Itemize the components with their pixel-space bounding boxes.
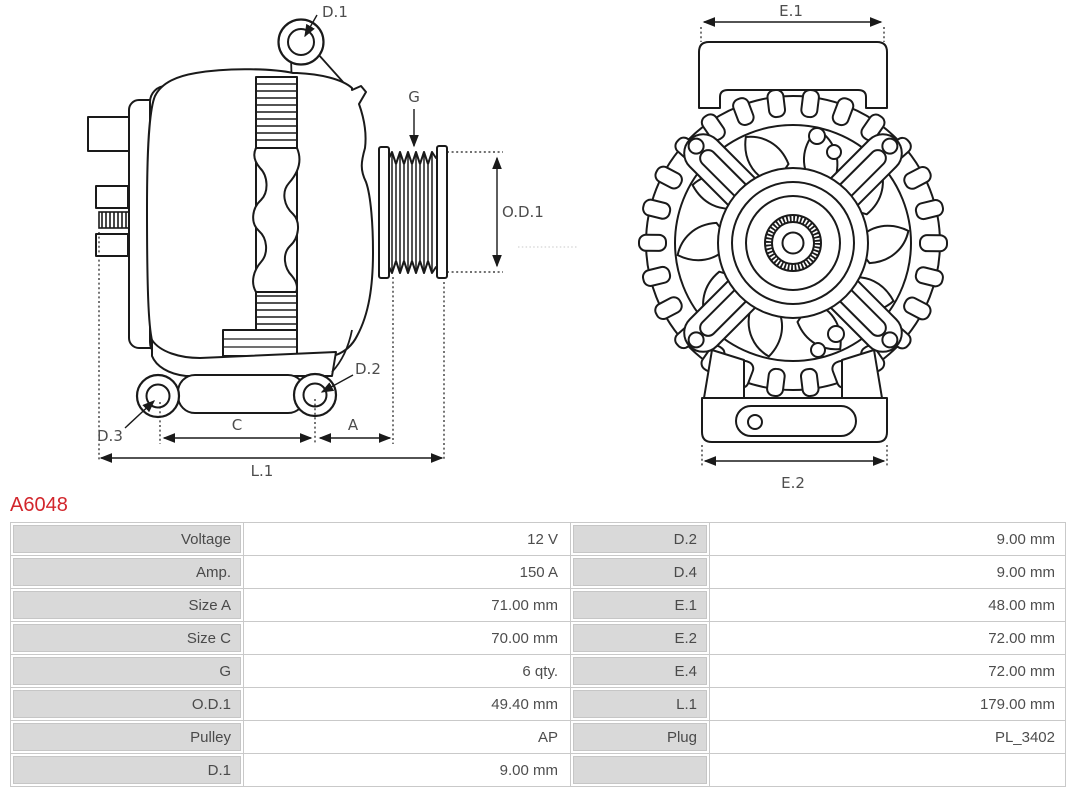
table-row [11,753,1065,786]
spec-value: 49.40 mm [244,688,571,720]
dim-label-e1: E.1 [779,2,803,20]
table-row [11,621,1065,654]
spec-label: Size C [13,624,241,652]
stator-step [223,330,297,356]
rear-terminals [88,117,132,256]
table-row [11,523,1065,555]
table-row [11,687,1065,720]
spec-value-2: 9.00 mm [996,530,1055,548]
spec-label-cell [11,523,244,555]
threaded-stud [99,212,129,228]
spec-label-2: Plug [573,723,707,751]
table-row [11,654,1065,687]
spec-label: Pulley [13,723,241,751]
hub [718,168,868,318]
spec-label-cell-2 [571,688,710,720]
spec-value-2: 179.00 mm [979,695,1055,713]
spec-value: 12 V [244,523,571,555]
spec-label: D.1 [13,756,241,784]
spec-label-cell [11,655,244,687]
spec-label-2: E.4 [573,657,707,685]
spec-label: G [13,657,241,685]
table-row [11,720,1065,753]
spec-label-2: D.2 [573,525,707,553]
spec-label-2 [573,756,707,784]
spec-label-cell [11,622,244,654]
spec-value-2: 72.00 mm [988,629,1055,647]
shaft-hole [783,233,804,254]
spec-value: 71.00 mm [244,589,571,621]
spec-value-2: 48.00 mm [988,596,1055,614]
spec-label-cell [11,688,244,720]
spec-label: Voltage [13,525,241,553]
dim-label-d2: D.2 [355,360,381,378]
alternator-front-view [639,2,947,490]
spec-table [10,522,1066,787]
dim-label-d1: D.1 [322,3,348,21]
spec-label-cell [11,721,244,753]
spec-label-2: E.2 [573,624,707,652]
table-row [11,555,1065,588]
spec-value: 70.00 mm [244,622,571,654]
spec-label-2: L.1 [573,690,707,718]
spec-value: AP [244,721,571,753]
dim-label-d3: D.3 [97,427,123,445]
part-number[interactable]: A6048 [10,494,68,516]
spec-label-cell-2 [571,556,710,588]
spec-label-cell-2 [571,622,710,654]
dim-label-l1: L.1 [250,462,274,480]
spec-label-cell-2 [571,721,710,753]
spec-label-cell [11,754,244,786]
spec-label-cell-2 [571,589,710,621]
spec-value-2 [710,754,1067,786]
spec-label: Amp. [13,558,241,586]
dim-label-g: G [408,88,420,106]
spec-label: Size A [13,591,241,619]
pulley [379,146,447,278]
spec-value-2: PL_3402 [994,728,1055,746]
dim-label-a: A [347,416,359,434]
spec-label-2: D.4 [573,558,707,586]
spec-label-cell-2 [571,655,710,687]
spec-label-cell-2 [571,754,710,786]
spec-value: 9.00 mm [244,754,571,786]
spec-value: 150 A [244,556,571,588]
dim-label-od1: O.D.1 [502,203,544,221]
lug-bar [178,375,305,413]
spec-label: O.D.1 [13,690,241,718]
spec-label-2: E.1 [573,591,707,619]
spec-label-cell [11,589,244,621]
dim-label-e2: E.2 [781,474,805,490]
alternator-side-view [88,3,578,480]
spec-label-cell-2 [571,523,710,555]
dim-label-c: C [231,416,243,434]
spec-value: 6 qty. [244,655,571,687]
spec-value-2: 72.00 mm [988,662,1055,680]
spec-value-2: 9.00 mm [996,563,1055,581]
table-row [11,588,1065,621]
spec-label-cell [11,556,244,588]
